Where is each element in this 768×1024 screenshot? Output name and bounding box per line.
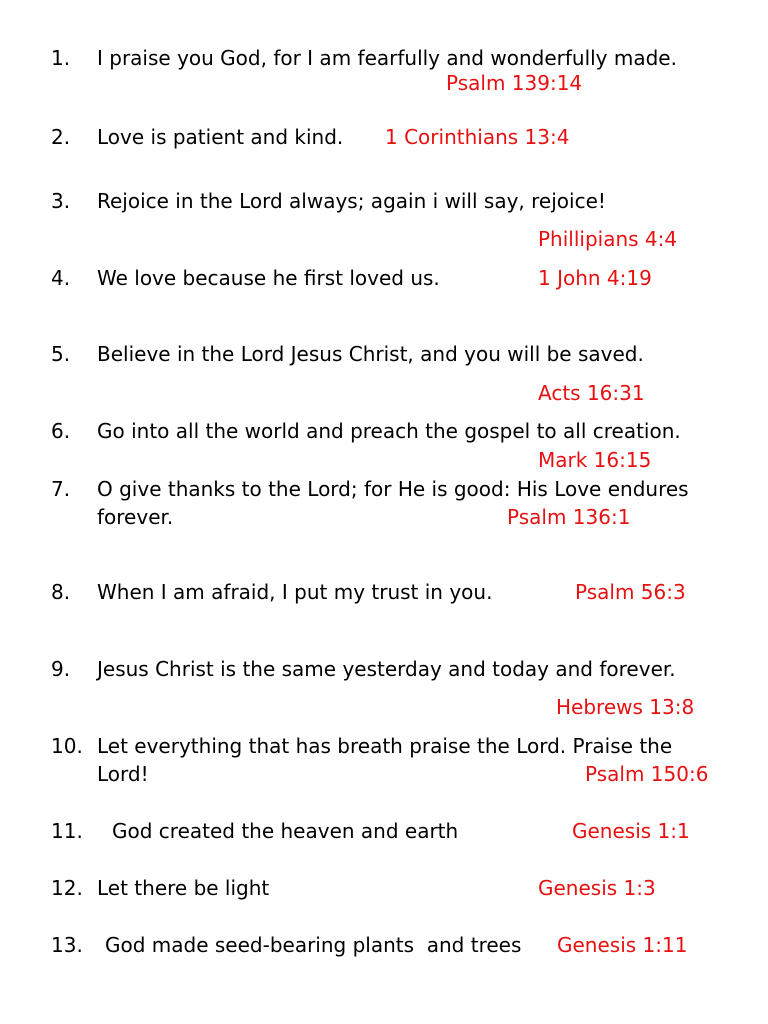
verse-text: O give thanks to the Lord; for He is good: His Love endures (97, 477, 689, 501)
verse-reference: Acts 16:31 (538, 381, 645, 405)
verse-number: 8. (51, 580, 71, 604)
verse-number: 9. (51, 657, 71, 681)
verse-reference: 1 Corinthians 13:4 (385, 125, 570, 149)
verse-reference: Genesis 1:1 (572, 819, 690, 843)
verse-number: 5. (51, 342, 71, 366)
verse-number: 7. (51, 477, 71, 501)
verse-number: 3. (51, 189, 71, 213)
verse-text: God made seed-bearing plants and trees (105, 933, 522, 957)
verse-number: 2. (51, 125, 71, 149)
verse-number: 4. (51, 266, 71, 290)
verse-text-continued: Lord! (97, 762, 149, 786)
verse-reference: 1 John 4:19 (538, 266, 652, 290)
verse-text: I praise you God, for I am fearfully and wonderfully made. (97, 46, 677, 70)
verse-reference: Psalm 136:1 (507, 505, 631, 529)
verse-reference: Genesis 1:3 (538, 876, 656, 900)
verse-text: We love because he first loved us. (97, 266, 440, 290)
verse-number: 6. (51, 419, 71, 443)
verse-text-continued: forever. (97, 505, 174, 529)
verse-reference: Psalm 56:3 (575, 580, 686, 604)
verse-number: 12. (51, 876, 83, 900)
verse-text: Believe in the Lord Jesus Christ, and you will be saved. (97, 342, 644, 366)
verse-reference: Psalm 139:14 (446, 71, 583, 95)
verse-text: Jesus Christ is the same yesterday and today and forever. (97, 657, 676, 681)
verse-text: God created the heaven and earth (112, 819, 459, 843)
verse-text: Love is patient and kind. (97, 125, 344, 149)
verse-text: When I am afraid, I put my trust in you. (97, 580, 493, 604)
verse-reference: Hebrews 13:8 (556, 695, 695, 719)
verse-number: 11. (51, 819, 83, 843)
verse-number: 10. (51, 734, 83, 758)
verse-reference: Phillipians 4:4 (538, 227, 678, 251)
verse-reference: Psalm 150:6 (585, 762, 709, 786)
verse-text: Let everything that has breath praise the Lord. Praise the (97, 734, 673, 758)
verse-reference: Genesis 1:11 (557, 933, 688, 957)
verse-text: Rejoice in the Lord always; again i will say, rejoice! (97, 189, 606, 213)
verse-reference: Mark 16:15 (538, 448, 652, 472)
verse-text: Let there be light (97, 876, 270, 900)
verse-number: 1. (51, 46, 71, 70)
verse-number: 13. (51, 933, 83, 957)
verse-text: Go into all the world and preach the gospel to all creation. (97, 419, 681, 443)
